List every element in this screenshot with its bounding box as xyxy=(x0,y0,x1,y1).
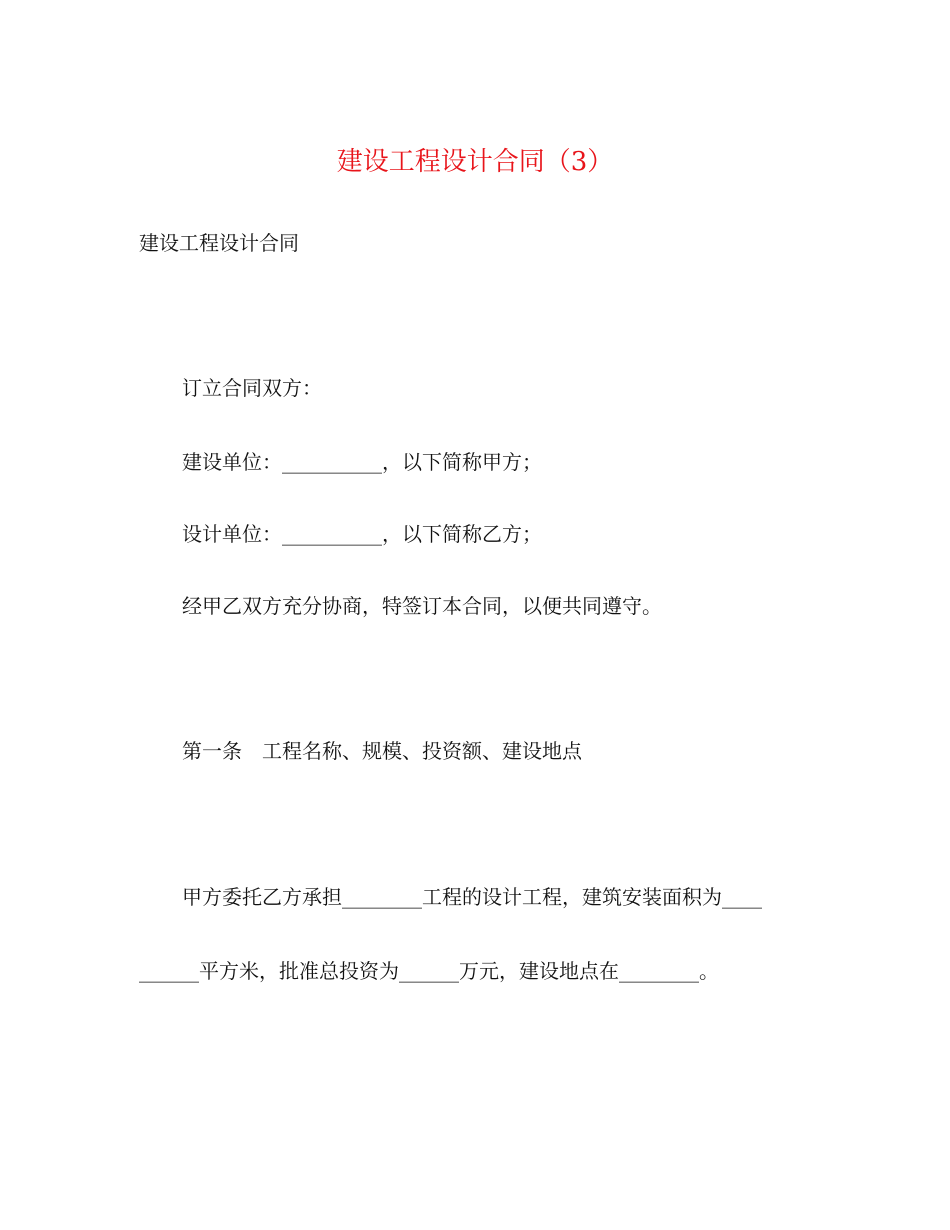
agreement-statement: 经甲乙双方充分协商，特签订本合同，以便共同遵守。 xyxy=(182,594,662,618)
party-a-line: 建设单位：__________，以下简称甲方； xyxy=(182,450,542,474)
article-1-text-line-2: ______平方米，批准总投资为______万元，建设地点在________。 xyxy=(139,959,719,983)
party-b-line: 设计单位：__________，以下简称乙方； xyxy=(182,522,542,546)
article-1-text-line-1: 甲方委托乙方承担________工程的设计工程，建筑安装面积为____ xyxy=(182,885,762,909)
document-title: 建设工程设计合同（3） xyxy=(336,147,614,177)
parties-heading: 订立合同双方： xyxy=(182,376,322,400)
article-1-heading: 第一条 工程名称、规模、投资额、建设地点 xyxy=(182,739,582,763)
contract-subtitle: 建设工程设计合同 xyxy=(139,231,299,255)
